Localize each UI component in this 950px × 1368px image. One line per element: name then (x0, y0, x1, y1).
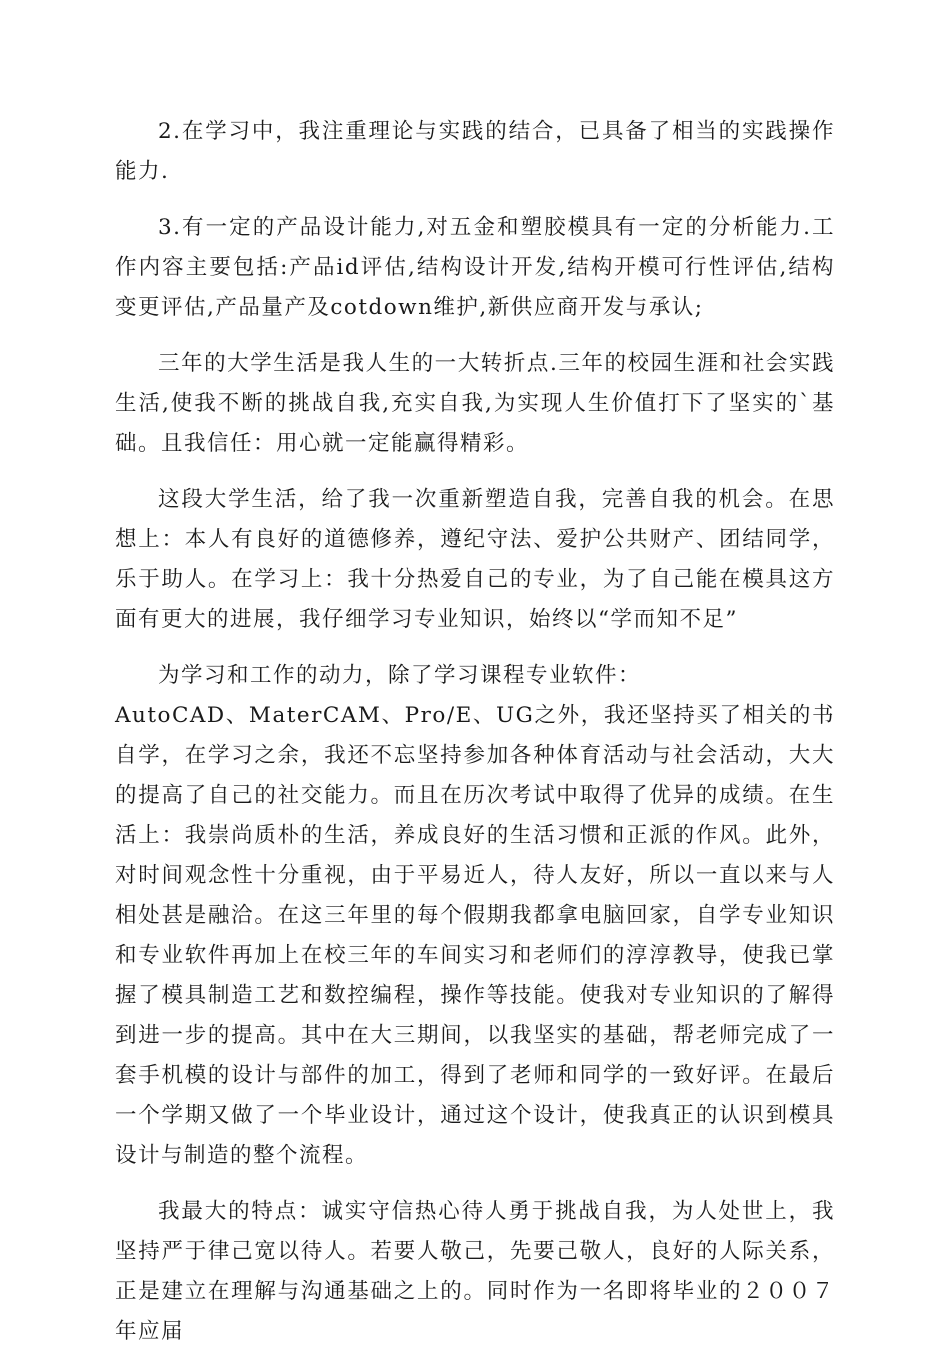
paragraph-software-skills: AutoCAD、MaterCAM、Pro/E、UG之外，我还坚持买了相关的书自学，在学习之余，我还不忘坚持参加各种体育活动与社会活动，大大的提高了自己的社交能力。而且在历次考试中取得了优异的成绩。在生活上：我崇尚质朴的生活，养成良好的生活习惯和正派的作风。此外，对时间观念性十分重视，由于平易近人，待人友好，所以一直以来与人相处甚是融洽。在这三年里的每个假期我都拿电脑回家，自学专业知识和专业软件再加上在校三年的车间实习和老师们的淳淳教导，使我已掌握了模具制造工艺和数控编程，操作等技能。使我对专业知识的了解得到进一步的提高。其中在大三期间，以我坚实的基础，帮老师完成了一套手机模的设计与部件的加工，得到了老师和同学的一致好评。在最后一个学期又做了一个毕业设计，通过这个设计，使我真正的认识到模具设计与制造的整个流程。 (115, 703, 835, 1168)
paragraph-personal-traits: 我最大的特点：诚实守信热心待人勇于挑战自我，为人处世上，我坚持严于律己宽以待人。若要人敬己，先要己敬人，良好的人际关系，正是建立在理解与沟通基础之上的。同时作为一名即将毕业的２００７年应届 (115, 1199, 835, 1344)
paragraph-design-ability: 3.有一定的产品设计能力,对五金和塑胶模具有一定的分析能力.工作内容主要包括:产品id评估,结构设计开发,结构开模可行性评估,结构变更评估,产品量产及cotdown维护,新供应商开发与承认; (115, 215, 835, 320)
document-body (115, 112, 835, 1368)
paragraph-college-life: 三年的大学生活是我人生的一大转折点.三年的校园生涯和社会实践生活,使我不断的挑战自我,充实自我,为实现人生价值打下了坚实的`基础。且我信任：用心就一定能赢得精彩。 (115, 351, 835, 456)
paragraph-practice-ability: 2.在学习中，我注重理论与实践的结合，已具备了相当的实践操作能力. (115, 119, 835, 184)
paragraph-software-intro: 为学习和工作的动力，除了学习课程专业软件： (158, 663, 642, 688)
paragraph-self-improvement: 这段大学生活，给了我一次重新塑造自我，完善自我的机会。在思想上：本人有良好的道德修养，遵纪守法、爱护公共财产、团结同学，乐于助人。在学习上：我十分热爱自己的专业，为了自己能在模具这方面有更大的进展，我仔细学习专业知识，始终以“学而知不足” (115, 487, 835, 632)
